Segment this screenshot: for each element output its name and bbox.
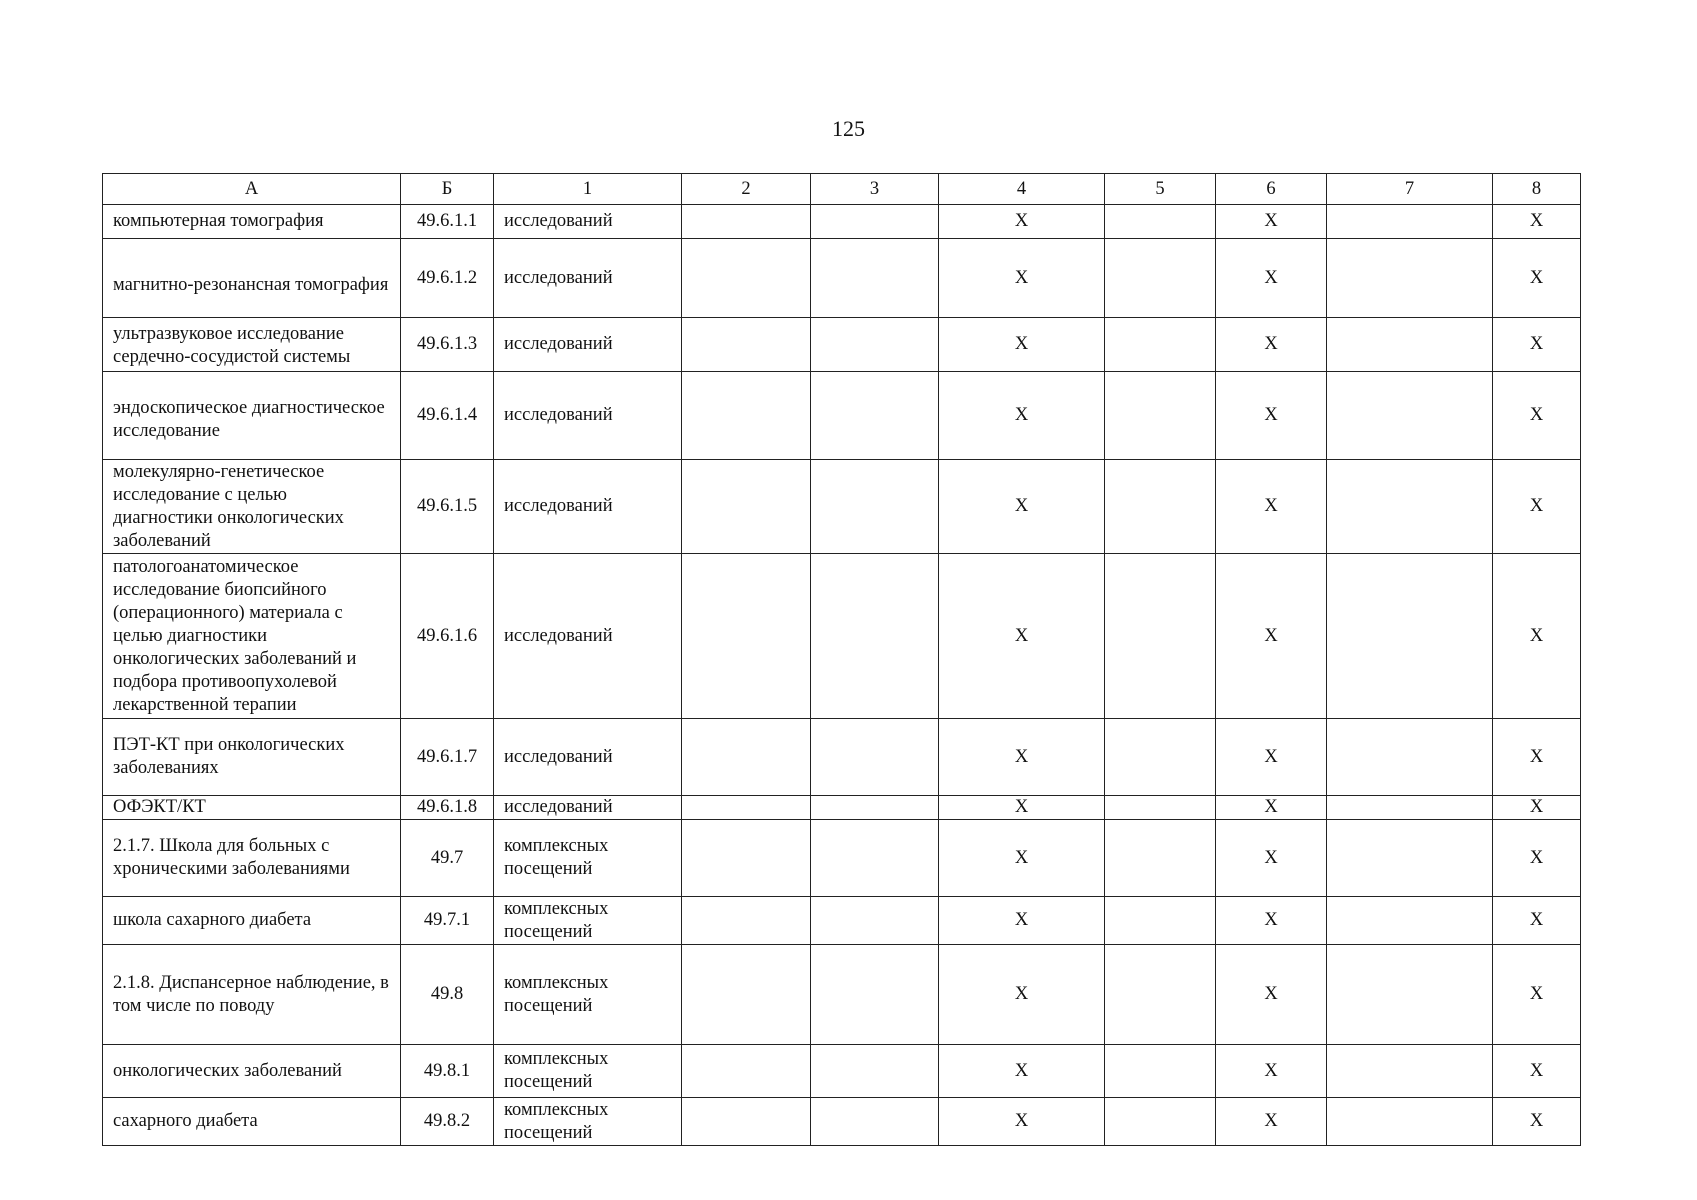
cell-col-8: X (1493, 372, 1581, 460)
cell-col-8: X (1493, 945, 1581, 1045)
header-cell: 7 (1327, 174, 1493, 205)
cell-col-2 (682, 460, 811, 554)
cell-col-5 (1105, 945, 1216, 1045)
data-table (102, 173, 1581, 1146)
cell-col-6: X (1216, 239, 1327, 318)
row-name: компьютерная томография (103, 205, 401, 239)
row-code: 49.7.1 (401, 897, 494, 945)
row-code: 49.6.1.4 (401, 372, 494, 460)
cell-col-4: X (939, 1098, 1105, 1146)
cell-col-5 (1105, 460, 1216, 554)
cell-col-4: X (939, 945, 1105, 1045)
cell-col-4: X (939, 460, 1105, 554)
row-code: 49.6.1.6 (401, 554, 494, 719)
table-row (103, 205, 1581, 239)
cell-col-8: X (1493, 554, 1581, 719)
cell-col-5 (1105, 554, 1216, 719)
row-name: онкологических заболеваний (103, 1045, 401, 1098)
row-name: ультразвуковое исследование сердечно-сосудистой системы (103, 318, 401, 372)
cell-col-6: X (1216, 897, 1327, 945)
cell-col-7 (1327, 460, 1493, 554)
header-cell: 1 (494, 174, 682, 205)
row-unit: комплексных посещений (494, 1045, 682, 1098)
row-name: ОФЭКТ/КТ (103, 796, 401, 820)
row-code: 49.6.1.2 (401, 239, 494, 318)
row-name: сахарного диабета (103, 1098, 401, 1146)
cell-col-8: X (1493, 897, 1581, 945)
row-unit: комплексных посещений (494, 1098, 682, 1146)
cell-col-3 (811, 945, 939, 1045)
row-unit: комплексных посещений (494, 820, 682, 897)
cell-col-5 (1105, 897, 1216, 945)
cell-col-3 (811, 1098, 939, 1146)
cell-col-4: X (939, 554, 1105, 719)
cell-col-5 (1105, 796, 1216, 820)
cell-col-4: X (939, 372, 1105, 460)
cell-col-3 (811, 239, 939, 318)
cell-col-5 (1105, 372, 1216, 460)
row-unit: исследований (494, 239, 682, 318)
cell-col-6: X (1216, 820, 1327, 897)
cell-col-5 (1105, 820, 1216, 897)
header-cell: А (103, 174, 401, 205)
cell-col-4: X (939, 820, 1105, 897)
cell-col-2 (682, 554, 811, 719)
cell-col-2 (682, 796, 811, 820)
cell-col-3 (811, 205, 939, 239)
cell-col-3 (811, 796, 939, 820)
cell-col-7 (1327, 719, 1493, 796)
cell-col-7 (1327, 897, 1493, 945)
cell-col-5 (1105, 1045, 1216, 1098)
cell-col-6: X (1216, 460, 1327, 554)
cell-col-4: X (939, 719, 1105, 796)
table-row (103, 239, 1581, 318)
cell-col-7 (1327, 796, 1493, 820)
cell-col-3 (811, 897, 939, 945)
cell-col-4: X (939, 1045, 1105, 1098)
header-cell: 6 (1216, 174, 1327, 205)
table-row (103, 460, 1581, 554)
row-name: 2.1.8. Диспансерное наблюдение, в том числе по поводу (103, 945, 401, 1045)
cell-col-7 (1327, 554, 1493, 719)
cell-col-5 (1105, 205, 1216, 239)
cell-col-5 (1105, 239, 1216, 318)
row-code: 49.6.1.7 (401, 719, 494, 796)
row-name: патологоанатомическое исследование биопсийного (операционного) материала с целью диагностики онкологических заболеваний и подбора противоопухолевой лекарственной терапии (103, 554, 401, 719)
cell-col-8: X (1493, 820, 1581, 897)
table-row (103, 897, 1581, 945)
header-cell: 8 (1493, 174, 1581, 205)
cell-col-8: X (1493, 719, 1581, 796)
cell-col-6: X (1216, 372, 1327, 460)
cell-col-2 (682, 239, 811, 318)
cell-col-2 (682, 372, 811, 460)
table-row (103, 719, 1581, 796)
cell-col-4: X (939, 318, 1105, 372)
cell-col-6: X (1216, 1098, 1327, 1146)
cell-col-2 (682, 1098, 811, 1146)
row-unit: исследований (494, 554, 682, 719)
row-code: 49.6.1.3 (401, 318, 494, 372)
cell-col-7 (1327, 205, 1493, 239)
cell-col-2 (682, 205, 811, 239)
cell-col-7 (1327, 1045, 1493, 1098)
cell-col-5 (1105, 318, 1216, 372)
cell-col-8: X (1493, 460, 1581, 554)
cell-col-3 (811, 460, 939, 554)
cell-col-8: X (1493, 239, 1581, 318)
cell-col-8: X (1493, 796, 1581, 820)
row-unit: исследований (494, 719, 682, 796)
row-unit: исследований (494, 318, 682, 372)
row-unit: исследований (494, 460, 682, 554)
cell-col-8: X (1493, 205, 1581, 239)
header-cell: 4 (939, 174, 1105, 205)
cell-col-3 (811, 318, 939, 372)
cell-col-5 (1105, 719, 1216, 796)
row-name: 2.1.7. Школа для больных с хроническими заболеваниями (103, 820, 401, 897)
row-code: 49.8 (401, 945, 494, 1045)
row-code: 49.8.2 (401, 1098, 494, 1146)
cell-col-4: X (939, 205, 1105, 239)
header-cell: 2 (682, 174, 811, 205)
row-unit: комплексных посещений (494, 945, 682, 1045)
header-cell: 5 (1105, 174, 1216, 205)
cell-col-6: X (1216, 796, 1327, 820)
cell-col-7 (1327, 945, 1493, 1045)
cell-col-3 (811, 554, 939, 719)
cell-col-4: X (939, 897, 1105, 945)
row-code: 49.8.1 (401, 1045, 494, 1098)
row-code: 49.6.1.1 (401, 205, 494, 239)
header-cell: Б (401, 174, 494, 205)
row-unit: исследований (494, 205, 682, 239)
table-row (103, 820, 1581, 897)
table-row (103, 796, 1581, 820)
table-row (103, 1045, 1581, 1098)
cell-col-7 (1327, 318, 1493, 372)
cell-col-2 (682, 318, 811, 372)
cell-col-6: X (1216, 719, 1327, 796)
cell-col-2 (682, 897, 811, 945)
cell-col-4: X (939, 796, 1105, 820)
cell-col-7 (1327, 820, 1493, 897)
cell-col-2 (682, 820, 811, 897)
cell-col-6: X (1216, 205, 1327, 239)
row-name: магнитно-резонансная томография (103, 239, 401, 318)
cell-col-5 (1105, 1098, 1216, 1146)
cell-col-6: X (1216, 318, 1327, 372)
row-code: 49.6.1.5 (401, 460, 494, 554)
cell-col-6: X (1216, 945, 1327, 1045)
cell-col-8: X (1493, 1098, 1581, 1146)
row-name: эндоскопическое диагностическое исследование (103, 372, 401, 460)
cell-col-2 (682, 1045, 811, 1098)
cell-col-8: X (1493, 318, 1581, 372)
cell-col-7 (1327, 372, 1493, 460)
cell-col-3 (811, 1045, 939, 1098)
cell-col-7 (1327, 239, 1493, 318)
cell-col-8: X (1493, 1045, 1581, 1098)
row-code: 49.6.1.8 (401, 796, 494, 820)
table-row (103, 318, 1581, 372)
cell-col-3 (811, 719, 939, 796)
row-unit: исследований (494, 372, 682, 460)
table-row (103, 1098, 1581, 1146)
row-name: ПЭТ-КТ при онкологических заболеваниях (103, 719, 401, 796)
row-name: молекулярно-генетическое исследование с целью диагностики онкологических заболеваний (103, 460, 401, 554)
table-row (103, 372, 1581, 460)
cell-col-6: X (1216, 1045, 1327, 1098)
cell-col-2 (682, 945, 811, 1045)
row-code: 49.7 (401, 820, 494, 897)
page-number: 125 (832, 116, 865, 141)
table-header-row (103, 174, 1581, 205)
row-unit: исследований (494, 796, 682, 820)
table-row (103, 945, 1581, 1045)
row-unit: комплексных посещений (494, 897, 682, 945)
cell-col-2 (682, 719, 811, 796)
cell-col-3 (811, 372, 939, 460)
table-row (103, 554, 1581, 719)
cell-col-6: X (1216, 554, 1327, 719)
row-name: школа сахарного диабета (103, 897, 401, 945)
cell-col-4: X (939, 239, 1105, 318)
cell-col-7 (1327, 1098, 1493, 1146)
header-cell: 3 (811, 174, 939, 205)
cell-col-3 (811, 820, 939, 897)
